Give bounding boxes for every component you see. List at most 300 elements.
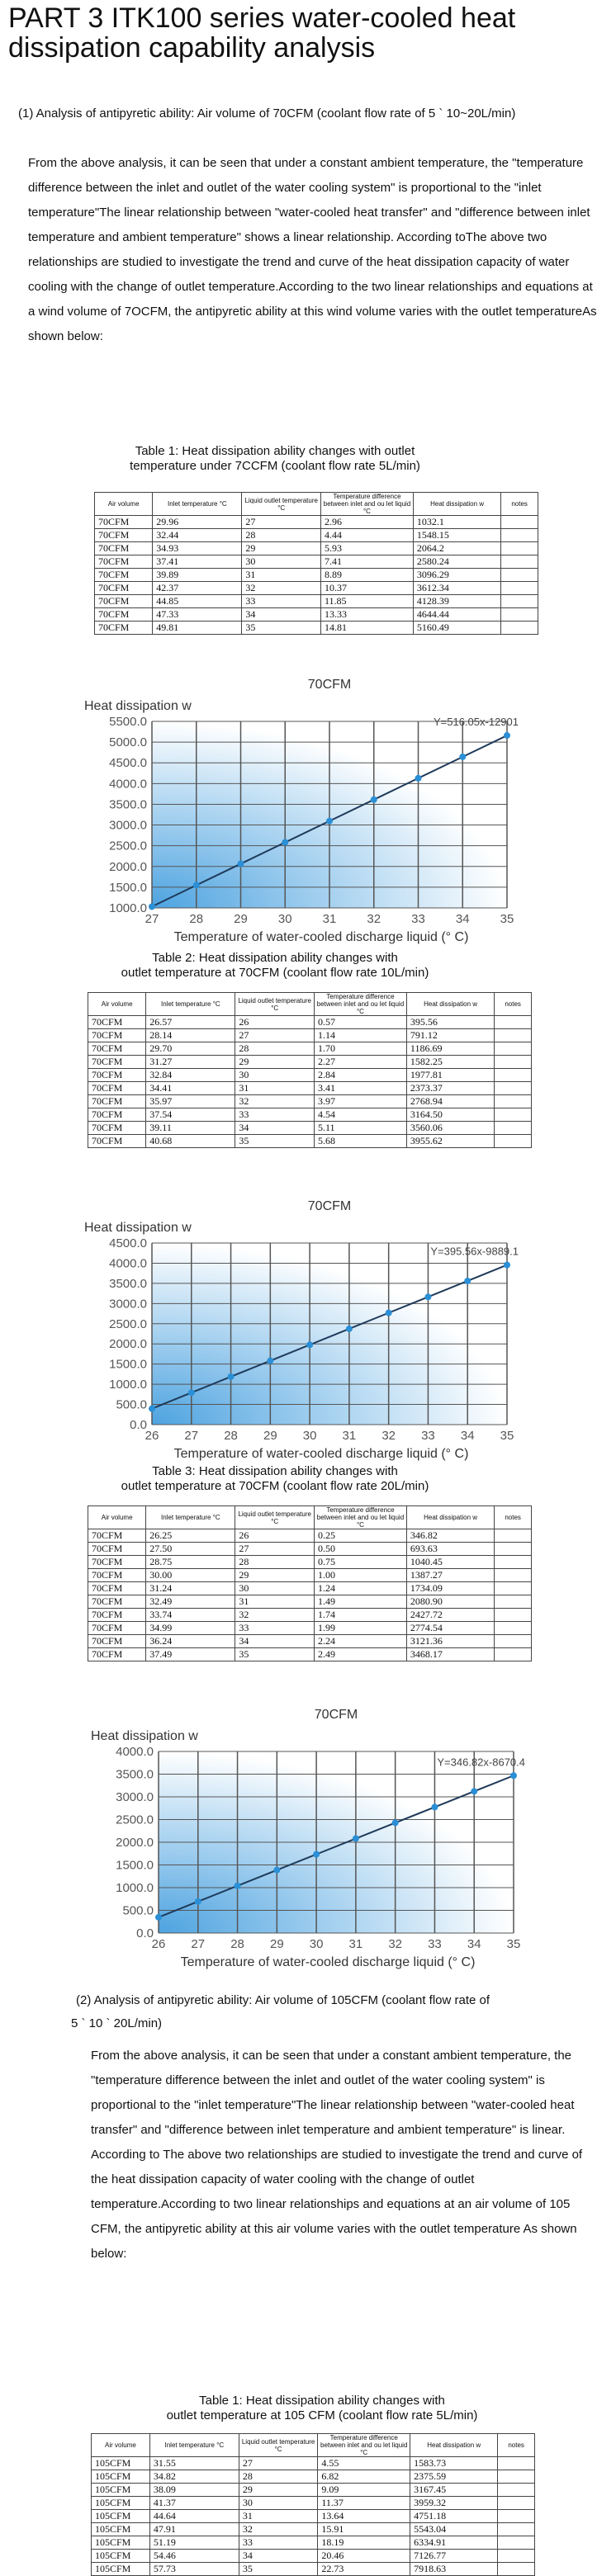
table-cell: 29.96 (153, 516, 242, 529)
data-point (149, 903, 155, 910)
table-cell: 1.70 (315, 1042, 407, 1056)
table-cell: 38.09 (149, 2484, 239, 2497)
table-cell: 70CFM (88, 1108, 146, 1122)
table-cell: 32.44 (153, 529, 242, 542)
x-tick-label: 34 (467, 1937, 481, 1951)
table-cell: 1186.69 (406, 1042, 494, 1056)
data-point (228, 1373, 235, 1380)
table-row (88, 1635, 532, 1648)
table-row (92, 2550, 535, 2563)
chart-title: 70CFM (307, 678, 352, 692)
table-cell (498, 2484, 535, 2497)
table-cell: 2.27 (315, 1056, 407, 1069)
table-cell: 26 (235, 1529, 315, 1543)
x-tick-label: 30 (309, 1937, 324, 1951)
table-4-caption-line2: outlet temperature at 105 CFM (coolant flow rate 5L/min) (166, 2408, 478, 2422)
table-row (88, 1648, 532, 1661)
table-cell: 35 (239, 2563, 317, 2576)
table-cell: 26 (235, 1016, 315, 1029)
table-cell: 5.11 (315, 1122, 407, 1135)
y-tick-label: 3000.0 (116, 1790, 154, 1804)
y-tick-label: 1000.0 (109, 1378, 147, 1392)
table-cell: 70CFM (95, 516, 153, 529)
table-cell: 70CFM (88, 1122, 146, 1135)
table-row (88, 1016, 532, 1029)
y-tick-label: 3500.0 (109, 1276, 147, 1291)
table-row (92, 2470, 535, 2484)
table-cell: 27 (235, 1543, 315, 1556)
column-header: Temperature difference between inlet and ou let liquid °C (318, 2434, 410, 2457)
table-cell: 105CFM (92, 2457, 150, 2470)
table-cell: 40.68 (146, 1135, 235, 1148)
y-tick-label: 4500.0 (109, 756, 147, 771)
table-row (88, 1042, 532, 1056)
table-cell: 14.81 (321, 622, 414, 635)
table-cell (498, 2523, 535, 2536)
table-3-caption-line1: Table 3: Heat dissipation ability changes with (152, 1464, 398, 1478)
table-cell (495, 1635, 532, 1648)
table-cell: 70CFM (95, 569, 153, 582)
table-cell (495, 1082, 532, 1095)
table-cell: 35 (242, 622, 321, 635)
data-point (510, 1772, 517, 1779)
table-2-caption-line2: outlet temperature at 70CFM (coolant flow rate 10L/min) (121, 966, 429, 980)
table-cell: 1.99 (315, 1622, 407, 1635)
table-cell: 0.75 (315, 1556, 407, 1569)
table-cell: 70CFM (95, 555, 153, 569)
table-header-row (88, 1506, 532, 1529)
table-cell (495, 1595, 532, 1609)
table-cell (495, 1582, 532, 1595)
column-header: Air volume (92, 2434, 150, 2457)
table-cell: 70CFM (88, 1609, 146, 1622)
table-cell: 4644.44 (413, 608, 500, 622)
y-tick-label: 1500.0 (116, 1858, 154, 1873)
table-cell: 2373.37 (406, 1082, 494, 1095)
table-cell: 0.57 (315, 1016, 407, 1029)
x-tick-label: 35 (500, 1429, 514, 1443)
table-cell: 1.14 (315, 1029, 407, 1042)
table-row (88, 1609, 532, 1622)
table-cell: 1032.1 (413, 516, 500, 529)
y-tick-label: 3000.0 (109, 818, 147, 833)
table-cell: 37.49 (146, 1648, 235, 1661)
table-cell (498, 2470, 535, 2484)
table-cell: 31.24 (146, 1582, 235, 1595)
y-tick-label: 4000.0 (109, 777, 147, 792)
table-cell: 70CFM (95, 622, 153, 635)
table-cell: 44.64 (149, 2510, 239, 2523)
table-cell: 29 (235, 1569, 315, 1582)
table-cell: 5.93 (321, 542, 414, 555)
table-cell: 1548.15 (413, 529, 500, 542)
table-cell: 70CFM (88, 1135, 146, 1148)
table-row (95, 516, 538, 529)
table-cell: 0.50 (315, 1543, 407, 1556)
table-cell: 29 (239, 2484, 317, 2497)
table-4-caption (124, 2394, 520, 2423)
table-row (92, 2457, 535, 2470)
section-2-paragraph: From the above analysis, it can be seen that under a constant ambient temperature, the "temperature difference between the inlet and outlet of the water cooling system" is proportional to the "inlet temperature"The linear relationship between "water-cooled heat transfer" and "difference between inlet temperature and ambient temperature" is linear. According to The above two relationships are studied to investigate the trend and curve of the heat dissipation capacity of water cooling with the change of outlet temperature.According to two linear relationships and equations at an air volume of 105 CFM, the antipyretic ability at this air volume varies with the outlet temperature As shown below: (91, 2049, 583, 2261)
y-axis-label: Heat dissipation w (91, 1729, 198, 1743)
table-cell: 4.44 (321, 529, 414, 542)
table-cell: 791.12 (406, 1029, 494, 1042)
data-point (424, 1293, 431, 1300)
x-tick-label: 33 (428, 1937, 442, 1951)
x-tick-label: 32 (367, 912, 381, 926)
table-cell (501, 569, 538, 582)
data-point (273, 1867, 280, 1874)
table-cell: 47.91 (149, 2523, 239, 2536)
x-tick-label: 32 (388, 1937, 403, 1951)
data-point (235, 1883, 241, 1889)
data-point (193, 882, 200, 888)
table-cell: 44.85 (153, 595, 242, 608)
x-tick-label: 27 (184, 1429, 199, 1443)
x-tick-label: 29 (234, 912, 248, 926)
x-tick-label: 33 (411, 912, 425, 926)
table-cell: 1583.73 (410, 2457, 498, 2470)
table-row (95, 622, 538, 635)
line-chart-3 (88, 1704, 533, 1974)
table-row (88, 1582, 532, 1595)
y-tick-label: 3500.0 (116, 1767, 154, 1782)
section-2-heading-line1: (2) Analysis of antipyretic ability: Air volume of 105CFM (coolant flow rate of (76, 1993, 490, 2007)
table-cell: 105CFM (92, 2550, 150, 2563)
table-row (88, 1595, 532, 1609)
table-cell: 2427.72 (406, 1609, 494, 1622)
table-cell (495, 1543, 532, 1556)
trendline-equation: Y=395.56x-9889.1 (430, 1245, 519, 1258)
table-cell: 346.82 (406, 1529, 494, 1543)
column-header: Inlet temperature °C (146, 1506, 235, 1529)
table-cell (498, 2457, 535, 2470)
table-cell: 28 (242, 529, 321, 542)
page-title: PART 3 ITK100 series water-cooled heat dissipation capability analysis (8, 2, 516, 64)
table-cell: 9.09 (318, 2484, 410, 2497)
table-cell: 693.63 (406, 1543, 494, 1556)
data-table-2 (88, 992, 532, 1148)
table-cell (498, 2497, 535, 2510)
data-point (464, 1278, 471, 1284)
table-cell (501, 542, 538, 555)
table-row (95, 595, 538, 608)
table-cell (495, 1029, 532, 1042)
x-tick-label: 35 (506, 1937, 521, 1951)
table-row (95, 608, 538, 622)
table-cell (498, 2510, 535, 2523)
table-cell: 34 (235, 1635, 315, 1648)
data-point (306, 1341, 313, 1348)
table-cell: 29 (242, 542, 321, 555)
table-cell (498, 2563, 535, 2576)
table-3-caption (89, 1464, 461, 1494)
table-cell: 10.37 (321, 582, 414, 595)
column-header: Inlet temperature °C (149, 2434, 239, 2457)
table-row (92, 2510, 535, 2523)
table-cell: 1734.09 (406, 1582, 494, 1595)
table-cell: 34.99 (146, 1622, 235, 1635)
table-cell: 35 (235, 1135, 315, 1148)
data-point (267, 1358, 273, 1364)
table-cell: 37.54 (146, 1108, 235, 1122)
column-header: Liquid outlet temperature °C (242, 493, 321, 516)
table-cell: 1.49 (315, 1595, 407, 1609)
table-cell: 36.24 (146, 1635, 235, 1648)
section-1-heading: (1) Analysis of antipyretic ability: Air volume of 70CFM (coolant flow rate of 5 ` 10~20L/min) (18, 106, 516, 121)
table-cell: 49.81 (153, 622, 242, 635)
x-tick-label: 26 (145, 1429, 159, 1443)
table-cell: 5.68 (315, 1135, 407, 1148)
data-point (188, 1389, 195, 1396)
table-cell: 3096.29 (413, 569, 500, 582)
x-tick-label: 34 (455, 912, 470, 926)
table-header-row (95, 493, 538, 516)
x-tick-label: 34 (460, 1429, 475, 1443)
table-cell: 30 (239, 2497, 317, 2510)
y-tick-label: 5000.0 (109, 735, 147, 750)
table-cell: 1977.81 (406, 1069, 494, 1082)
table-cell (495, 1569, 532, 1582)
table-cell: 30 (235, 1069, 315, 1082)
table-cell (495, 1529, 532, 1543)
y-tick-label: 2500.0 (109, 1316, 147, 1331)
table-cell: 3468.17 (406, 1648, 494, 1661)
trendline-equation: Y=516.05x-12901 (433, 716, 519, 729)
table-cell: 3959.32 (410, 2497, 498, 2510)
table-cell: 34 (242, 608, 321, 622)
table-cell: 3164.50 (406, 1108, 494, 1122)
y-tick-label: 1000.0 (116, 1881, 154, 1895)
table-cell: 13.33 (321, 608, 414, 622)
table-cell: 35 (235, 1648, 315, 1661)
column-header: Temperature difference between inlet and ou let liquid °C (321, 493, 414, 516)
column-header: Air volume (88, 1506, 146, 1529)
column-header: Heat dissipation w (410, 2434, 498, 2457)
column-header: Inlet temperature °C (146, 993, 235, 1016)
table-cell (495, 1135, 532, 1148)
data-point (282, 839, 288, 846)
table-cell: 20.46 (318, 2550, 410, 2563)
table-cell (495, 1108, 532, 1122)
table-cell: 2774.54 (406, 1622, 494, 1635)
table-cell (501, 555, 538, 569)
table-cell: 32 (235, 1095, 315, 1108)
table-cell: 3.97 (315, 1095, 407, 1108)
table-cell: 5160.49 (413, 622, 500, 635)
table-cell: 70CFM (88, 1029, 146, 1042)
y-tick-label: 2000.0 (109, 859, 147, 874)
x-tick-label: 31 (348, 1937, 363, 1951)
data-point (431, 1803, 438, 1810)
table-cell: 32 (235, 1609, 315, 1622)
table-row (95, 582, 538, 595)
table-2-caption (89, 951, 461, 981)
table-cell: 11.85 (321, 595, 414, 608)
plot-area-fill (152, 1243, 507, 1425)
table-cell (495, 1042, 532, 1056)
y-tick-label: 2000.0 (109, 1337, 147, 1352)
table-cell: 105CFM (92, 2523, 150, 2536)
y-tick-label: 2500.0 (116, 1813, 154, 1827)
table-cell: 35.97 (146, 1095, 235, 1108)
table-row (95, 569, 538, 582)
data-point (346, 1326, 353, 1332)
table-cell: 30 (235, 1582, 315, 1595)
y-tick-label: 4000.0 (109, 1256, 147, 1271)
table-cell: 70CFM (88, 1095, 146, 1108)
table-cell (495, 1609, 532, 1622)
table-cell (495, 1622, 532, 1635)
table-cell: 41.37 (149, 2497, 239, 2510)
table-cell: 33 (239, 2536, 317, 2550)
x-tick-label: 29 (269, 1937, 284, 1951)
table-cell: 105CFM (92, 2510, 150, 2523)
table-cell: 33.74 (146, 1609, 235, 1622)
y-axis-label: Heat dissipation w (84, 1221, 192, 1235)
table-cell: 27 (235, 1029, 315, 1042)
data-point (459, 754, 466, 760)
table-cell (501, 516, 538, 529)
column-header: Heat dissipation w (406, 1506, 494, 1529)
table-cell: 3167.45 (410, 2484, 498, 2497)
table-row (88, 1108, 532, 1122)
x-tick-label: 32 (381, 1429, 396, 1443)
table-cell: 26.57 (146, 1016, 235, 1029)
table-cell: 28.14 (146, 1029, 235, 1042)
table-row (95, 529, 538, 542)
table-cell: 37.41 (153, 555, 242, 569)
table-cell: 47.33 (153, 608, 242, 622)
table-cell: 31.27 (146, 1056, 235, 1069)
column-header: notes (501, 493, 538, 516)
table-row (92, 2523, 535, 2536)
table-row (88, 1543, 532, 1556)
table-cell: 30 (242, 555, 321, 569)
x-axis-label: Temperature of water-cooled discharge liquid (° C) (173, 930, 469, 944)
table-cell: 27.50 (146, 1543, 235, 1556)
table-cell: 34.93 (153, 542, 242, 555)
table-cell: 3955.62 (406, 1135, 494, 1148)
table-cell: 34.41 (146, 1082, 235, 1095)
table-row (92, 2484, 535, 2497)
table-cell: 39.89 (153, 569, 242, 582)
table-cell: 34 (239, 2550, 317, 2563)
x-tick-label: 31 (342, 1429, 357, 1443)
table-cell: 8.89 (321, 569, 414, 582)
data-point (313, 1851, 320, 1858)
table-cell: 13.64 (318, 2510, 410, 2523)
x-axis-label: Temperature of water-cooled discharge liquid (° C) (173, 1447, 469, 1461)
table-cell (495, 1122, 532, 1135)
data-point (326, 818, 333, 825)
table-cell (495, 1056, 532, 1069)
table-cell: 15.91 (318, 2523, 410, 2536)
table-cell: 33 (235, 1622, 315, 1635)
y-tick-label: 0.0 (130, 1418, 147, 1432)
table-row (95, 555, 538, 569)
trendline-equation: Y=346.82x-8670.4 (437, 1756, 525, 1769)
column-header: Inlet temperature °C (153, 493, 242, 516)
section-1-paragraph: From the above analysis, it can be seen that under a constant ambient temperature, the "temperature difference between the inlet and outlet of the water cooling system" is proportional to the "inlet temperature"The linear relationship between "water-cooled heat transfer" and "difference between inlet temperature and ambient temperature" shows a linear relationship. According toThe above two relationships are studied to investigate the trend and curve of the heat dissipation capacity of water cooling with the change of outlet temperature.According to the two linear relationships and equations at a wind volume of 7OCFM, the antipyretic ability at this wind volume varies with the outlet temperatureAs shown below: (28, 156, 597, 343)
table-cell: 70CFM (88, 1648, 146, 1661)
table-cell: 54.46 (149, 2550, 239, 2563)
column-header: notes (498, 2434, 535, 2457)
table-cell: 70CFM (88, 1082, 146, 1095)
table-cell: 31 (239, 2510, 317, 2523)
table-cell: 32 (239, 2523, 317, 2536)
table-cell: 11.37 (318, 2497, 410, 2510)
table-cell: 70CFM (88, 1056, 146, 1069)
x-tick-label: 29 (263, 1429, 277, 1443)
x-tick-label: 31 (322, 912, 337, 926)
table-cell: 3121.36 (406, 1635, 494, 1648)
data-point (238, 861, 244, 867)
table-cell: 51.19 (149, 2536, 239, 2550)
table-cell (495, 1556, 532, 1569)
table-cell: 105CFM (92, 2484, 150, 2497)
y-tick-label: 2000.0 (116, 1836, 154, 1850)
table-cell: 4.54 (315, 1108, 407, 1122)
table-header-row (88, 993, 532, 1016)
table-cell: 1.24 (315, 1582, 407, 1595)
table-cell: 70CFM (95, 608, 153, 622)
section-2-heading (71, 1989, 604, 2035)
table-row (88, 1122, 532, 1135)
table-row (88, 1135, 532, 1148)
table-cell: 105CFM (92, 2536, 150, 2550)
y-tick-label: 1500.0 (109, 1357, 147, 1372)
table-cell: 4128.39 (413, 595, 500, 608)
table-cell: 34 (235, 1122, 315, 1135)
table-cell: 31.55 (149, 2457, 239, 2470)
table-cell: 6.82 (318, 2470, 410, 2484)
table-row (92, 2563, 535, 2576)
table-cell: 1387.27 (406, 1569, 494, 1582)
y-axis-label: Heat dissipation w (84, 699, 192, 713)
data-point (415, 775, 422, 782)
table-cell: 2580.24 (413, 555, 500, 569)
x-tick-label: 28 (189, 912, 204, 926)
table-row (92, 2497, 535, 2510)
table-cell (501, 529, 538, 542)
table-row (88, 1069, 532, 1082)
x-tick-label: 28 (230, 1937, 244, 1951)
table-cell: 2.96 (321, 516, 414, 529)
table-cell: 22.73 (318, 2563, 410, 2576)
table-cell: 7918.63 (410, 2563, 498, 2576)
data-point (195, 1898, 201, 1905)
y-tick-label: 5500.0 (109, 715, 147, 729)
table-row (88, 1029, 532, 1042)
table-cell: 31 (242, 569, 321, 582)
x-tick-label: 27 (145, 912, 159, 926)
table-cell: 32.84 (146, 1069, 235, 1082)
data-point (353, 1836, 359, 1842)
table-cell (495, 1648, 532, 1661)
table-cell: 26.25 (146, 1529, 235, 1543)
table-row (88, 1556, 532, 1569)
table-cell: 105CFM (92, 2563, 150, 2576)
table-cell: 18.19 (318, 2536, 410, 2550)
column-header: notes (495, 1506, 532, 1529)
table-cell: 70CFM (88, 1622, 146, 1635)
table-cell: 27 (242, 516, 321, 529)
table-cell: 1582.25 (406, 1056, 494, 1069)
table-cell: 395.56 (406, 1016, 494, 1029)
table-cell: 1.74 (315, 1609, 407, 1622)
column-header: Air volume (88, 993, 146, 1016)
